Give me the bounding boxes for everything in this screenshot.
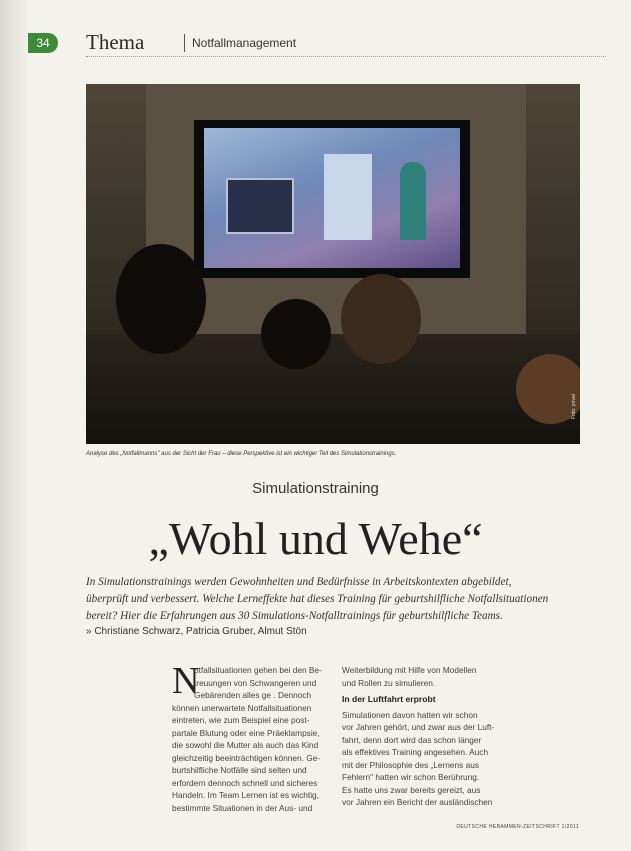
body-line: fahrt, denn dort wird das schon länger bbox=[342, 734, 482, 745]
lead-line: In Simulationstrainings werden Gewohnheiten und Bedürfnisse in Arbeitskontexten abgebildet, bbox=[86, 576, 512, 588]
body-column-1 bbox=[172, 660, 332, 814]
header-dotted-rule bbox=[86, 56, 606, 57]
article-headline: „Wohl und Wehe“ bbox=[148, 513, 483, 564]
page-header bbox=[28, 30, 608, 58]
photo-monitor bbox=[194, 120, 470, 278]
article-photo bbox=[86, 84, 580, 444]
body-line: Simulationen davon hatten wir schon bbox=[342, 709, 478, 720]
body-line: eintreten, wie zum Beispiel eine post- bbox=[172, 715, 310, 725]
body-line: partale Blutung oder eine Präeklampsie, bbox=[172, 727, 320, 738]
article-kicker: Simulationstraining bbox=[252, 480, 379, 497]
page-number-badge: 34 bbox=[28, 33, 58, 53]
body-line: burtshilfliche Notfälle sind selten und bbox=[172, 765, 307, 775]
photo-monitor-image bbox=[204, 128, 460, 268]
body-subhead: In der Luftfahrt erprobt bbox=[342, 694, 436, 704]
body-line: erfordern dennoch schnell und sicheres bbox=[172, 777, 318, 788]
photo-audience-head bbox=[116, 244, 206, 354]
header-separator bbox=[184, 34, 185, 52]
body-line: Gebärenden alles ge . Dennoch bbox=[194, 690, 312, 700]
body-line: die sowohl die Mutter als auch das Kind bbox=[172, 740, 319, 750]
body-line: mit der Philosophie des „Lernens aus bbox=[342, 759, 479, 770]
section-title: Thema bbox=[86, 30, 145, 54]
page-gutter-shadow bbox=[0, 0, 30, 851]
article-authors: » Christiane Schwarz, Patricia Gruber, Almut Stön bbox=[86, 626, 307, 637]
body-line: Handeln. Im Team Lernen ist es wichtig, bbox=[172, 790, 319, 800]
body-column-2 bbox=[342, 664, 507, 809]
photo-caption: Analyse des „Notfallmanns" aus der Sicht der Frau – diese Perspektive ist ein wichtiger Teil des Simulationstrainings. bbox=[86, 451, 397, 457]
page-footer: DEUTSCHE HEBAMMEN-ZEITSCHRIFT 1/2011 bbox=[456, 824, 579, 830]
photo-credit: Foto: privat bbox=[571, 394, 577, 420]
body-line: als effektives Training angesehen. Auch bbox=[342, 747, 489, 757]
body-line: vor Jahren ein Bericht der ausländischen bbox=[342, 797, 493, 807]
photo-screen-door bbox=[324, 154, 372, 240]
lead-line: bereit? Hier die Erfahrungen aus 30 Simulations-Notfalltrainings für geburtshilfliche Teams. bbox=[86, 610, 503, 622]
body-line: Weiterbildung mit Hilfe von Modellen bbox=[342, 665, 477, 675]
dropcap-letter: N bbox=[172, 660, 200, 702]
body-line: otfallsituationen gehen bei den Be- bbox=[194, 665, 322, 675]
photo-audience-head bbox=[341, 274, 421, 364]
body-line: können unerwartete Notfallsituationen bbox=[172, 702, 312, 713]
body-line: bestimmte Situationen in der Aus- und bbox=[172, 802, 313, 813]
body-line: treuungen von Schwangeren und bbox=[194, 677, 317, 688]
section-subtitle: Notfallmanagement bbox=[192, 36, 297, 50]
photo-screen-figure bbox=[400, 162, 426, 240]
article-lead bbox=[86, 574, 596, 625]
photo-screen-window bbox=[226, 178, 294, 234]
body-line: vor Jahren gehört, und zwar aus der Luft- bbox=[342, 722, 495, 732]
lead-line: überprüft und verbessert. Welche Lerneffekte hat dieses Training für geburtshilfliche Notfallsituationen bbox=[86, 593, 549, 605]
body-line: gleichzeitig beeinträchtigen können. Ge- bbox=[172, 752, 321, 763]
body-line: Es hatte uns zwar bereits gereizt, aus bbox=[342, 784, 481, 795]
body-line: Fehlern" hatten wir schon Berührung. bbox=[342, 772, 480, 782]
photo-audience-head bbox=[261, 299, 331, 369]
body-line: und Rollen zu simulieren. bbox=[342, 677, 436, 688]
